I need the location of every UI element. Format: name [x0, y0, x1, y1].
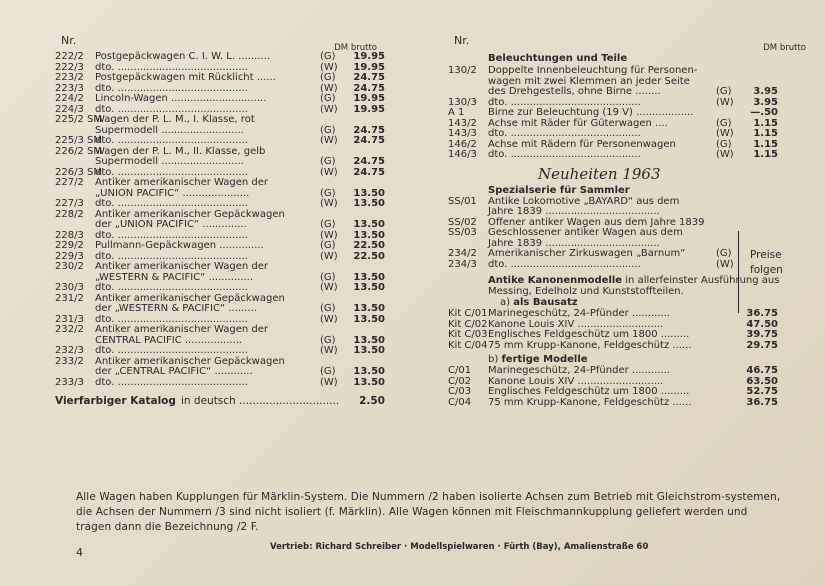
- item-number: 227/2: [55, 177, 84, 188]
- item-description: 75 mm Krupp-Kanone, Feldgeschütz ......: [488, 396, 692, 408]
- price-row: [55, 136, 391, 147]
- katalog-title: Vierfarbiger Katalog: [55, 395, 176, 407]
- item-price: 63.50: [746, 375, 778, 387]
- item-description: Geschlossener antiker Wagen aus dem: [488, 227, 683, 238]
- dm-brutto-header: DM brutto: [763, 43, 806, 53]
- kit-row: [448, 330, 806, 341]
- item-number: 224/3: [55, 103, 84, 115]
- page-number: 4: [76, 546, 83, 559]
- item-price: 24.75: [353, 72, 385, 83]
- item-price: 13.50: [353, 229, 385, 241]
- price-row: [55, 199, 391, 210]
- item-description: Offener antiker Wagen aus dem Jahre 1839: [488, 216, 705, 228]
- preise-bracket: [738, 231, 743, 313]
- item-number: A 1: [448, 107, 465, 118]
- item-description: dto. .........................................: [488, 96, 641, 108]
- item-description: der „UNION PACIFIC“ ..............: [95, 219, 247, 230]
- item-description: Marinegeschütz, 24-Pfünder ............: [488, 365, 671, 376]
- item-number: 222/3: [55, 61, 84, 73]
- item-number: 223/2: [55, 72, 84, 83]
- item-description: Wagen der P. L. M., I. Klasse, rot: [95, 114, 255, 125]
- item-description: Supermodell ..........................: [95, 124, 244, 136]
- model-row: [448, 398, 806, 409]
- item-type-tag: (G): [716, 86, 732, 97]
- item-price: 36.75: [746, 396, 778, 408]
- item-description: Antike Lokomotive „BAYARD“ aus dem: [488, 195, 680, 207]
- item-price: 39.75: [746, 329, 778, 340]
- section-title-text: Beleuchtungen und Teile: [488, 53, 628, 64]
- novelty-row: [448, 207, 806, 218]
- price-row: [55, 157, 391, 168]
- item-price: 24.75: [353, 135, 385, 146]
- item-number: C/03: [448, 386, 472, 397]
- item-type-tag: (G): [320, 187, 336, 199]
- item-description: dto. .........................................: [488, 149, 641, 160]
- item-number: 130/3: [448, 96, 477, 108]
- price-row: [55, 367, 391, 378]
- item-type-tag: (G): [320, 334, 336, 346]
- item-description: „UNION PACIFIC“ .....................: [95, 187, 250, 199]
- item-number: 143/2: [448, 117, 477, 129]
- item-number: 231/3: [55, 313, 84, 325]
- item-type-tag: (W): [320, 82, 338, 94]
- item-description: Kanone Louis XIV ...........................: [488, 318, 664, 330]
- item-type-tag: (W): [320, 282, 338, 293]
- price-row: [55, 325, 391, 336]
- item-number: 225/2 SM: [55, 114, 102, 125]
- left-header: [55, 34, 391, 52]
- price-row: [55, 115, 391, 126]
- item-type-tag: (G): [320, 366, 336, 377]
- item-number: 146/2: [448, 138, 477, 150]
- item-description: Antiker amerikanischer Wagen der: [95, 261, 269, 272]
- dm-brutto-header: DM brutto: [334, 43, 377, 53]
- price-row: [448, 108, 806, 119]
- kanonen-intro-rest: in allerfeinster Ausführung aus: [625, 275, 780, 286]
- kit-row: [448, 341, 806, 352]
- item-number: 227/3: [55, 198, 84, 209]
- item-price: 13.50: [353, 187, 385, 199]
- item-price: 24.75: [353, 124, 385, 136]
- item-number: 234/2: [448, 248, 477, 259]
- item-price: 52.75: [746, 386, 778, 397]
- item-type-tag: (G): [320, 303, 336, 314]
- item-description: Doppelte Innenbeleuchtung für Personen-: [488, 65, 698, 76]
- item-price: 29.75: [746, 339, 778, 351]
- item-number: 233/2: [55, 355, 84, 367]
- kanonen-intro-line2: [448, 287, 806, 298]
- bausatz-title: als Bausatz: [513, 297, 578, 308]
- item-number: 228/2: [55, 208, 84, 220]
- item-price: 19.95: [353, 103, 385, 115]
- item-description: Wagen der P. L. M., II. Klasse, gelb: [95, 145, 266, 157]
- item-price: 19.95: [353, 93, 385, 104]
- price-row: [55, 178, 391, 189]
- item-description: „WESTERN & PACIFIC“ ..............: [95, 271, 254, 283]
- fertig-list: [448, 366, 806, 408]
- item-number: 233/3: [55, 376, 84, 388]
- price-row: [55, 52, 391, 63]
- item-price: 13.50: [353, 334, 385, 346]
- item-description: dto. .........................................: [95, 313, 248, 325]
- item-type-tag: (W): [320, 166, 338, 178]
- right-header: [448, 34, 806, 52]
- item-number: Kit C/03: [448, 329, 488, 340]
- item-description: Marinegeschütz, 24-Pfünder ............: [488, 308, 671, 319]
- item-number: 226/3 SM: [55, 166, 102, 178]
- item-type-tag: (W): [320, 376, 338, 388]
- item-price: 13.50: [353, 219, 385, 230]
- item-description: dto. .........................................: [95, 250, 248, 262]
- preise-line2: folgen: [750, 264, 783, 276]
- item-number: SS/03: [448, 227, 477, 238]
- item-number: 229/3: [55, 250, 84, 262]
- price-row: [55, 241, 391, 252]
- preise-folgen-note: [750, 248, 783, 278]
- kanonen-title: Antike Kanonenmodelle: [488, 275, 623, 286]
- item-number: C/01: [448, 365, 472, 376]
- item-description: Lincoln-Wagen ..............................: [95, 93, 267, 104]
- item-type-tag: (W): [320, 229, 338, 241]
- price-row: [448, 87, 806, 98]
- item-price: 1.15: [753, 138, 778, 150]
- item-price: 13.50: [353, 282, 385, 293]
- item-description: dto. .........................................: [95, 103, 248, 115]
- item-type-tag: (W): [716, 149, 734, 160]
- item-number: 226/2 SM: [55, 145, 102, 157]
- item-price: 13.50: [353, 303, 385, 314]
- item-description: Englisches Feldgeschütz um 1800 .........: [488, 329, 690, 340]
- price-row: [55, 283, 391, 294]
- item-price: 19.95: [353, 51, 385, 62]
- item-type-tag: (G): [716, 138, 732, 150]
- item-type-tag: (G): [320, 124, 336, 136]
- item-description: Kanone Louis XIV ...........................: [488, 375, 664, 387]
- item-price: 24.75: [353, 82, 385, 94]
- item-description: Postgepäckwagen C. I. W. L. ..........: [95, 51, 270, 62]
- item-number: SS/01: [448, 195, 477, 207]
- item-number: 230/3: [55, 282, 84, 293]
- item-number: 225/3 SM: [55, 135, 102, 146]
- item-number: 222/2: [55, 51, 84, 62]
- item-price: 46.75: [746, 365, 778, 376]
- item-description: der „WESTERN & PACIFIC“ .........: [95, 303, 257, 314]
- item-description: Jahre 1839 ....................................: [488, 206, 660, 217]
- item-number: 146/3: [448, 149, 477, 160]
- nr-header: Nr.: [61, 34, 77, 47]
- item-price: 1.15: [753, 128, 778, 139]
- item-description: dto. .........................................: [95, 229, 248, 241]
- preise-line1: Preise: [750, 249, 782, 261]
- item-description: wagen mit zwei Klemmen an jeder Seite: [488, 75, 690, 87]
- kit-row: [448, 309, 806, 320]
- katalog-price: 2.50: [359, 395, 385, 407]
- model-row: [448, 387, 806, 398]
- item-price: 13.50: [353, 313, 385, 325]
- item-number: 232/2: [55, 324, 84, 335]
- item-number: 229/2: [55, 240, 84, 251]
- item-price: 47.50: [746, 318, 778, 330]
- item-description: Antiker amerikanischer Wagen der: [95, 177, 269, 188]
- bausatz-label: a): [500, 297, 511, 308]
- beleuchtungen-list: [448, 66, 806, 161]
- item-description: Englisches Feldgeschütz um 1800 .........: [488, 386, 690, 397]
- item-number: Kit C/04: [448, 339, 488, 351]
- item-price: 22.50: [353, 240, 385, 251]
- item-number: 231/2: [55, 292, 84, 304]
- left-column: [55, 34, 391, 408]
- item-description: Antiker amerikanischer Gepäckwagen: [95, 292, 285, 304]
- item-type-tag: (W): [320, 250, 338, 262]
- item-price: 1.15: [753, 117, 778, 129]
- item-description: Achse mit Räder für Güterwagen ....: [488, 117, 668, 129]
- item-type-tag: (W): [320, 313, 338, 325]
- item-price: 13.50: [353, 376, 385, 388]
- item-price: 19.95: [353, 61, 385, 73]
- item-price: —.50: [750, 107, 778, 118]
- katalog-desc: in deutsch ..............................: [181, 395, 340, 407]
- item-type-tag: (W): [716, 96, 734, 108]
- footer-note: Alle Wagen haben Kupplungen für Märklin-System. Die Nummern /2 haben isolierte Achsen zum Betrieb mit Gleichstrom-systemen, die Achsen der Nummern /3 sind nicht isoliert (f. Märklin). Alle Wagen können mit Fleischmannkupplung geliefert werden und tragen dann die Bezeichnung /2 F.: [76, 491, 781, 533]
- price-row: [55, 262, 391, 273]
- item-number: C/02: [448, 375, 472, 387]
- price-row: [55, 304, 391, 315]
- item-description: dto. .........................................: [95, 166, 248, 178]
- price-row: [448, 66, 806, 77]
- price-row: [448, 129, 806, 140]
- item-price: 3.95: [753, 86, 778, 97]
- item-number: C/04: [448, 396, 472, 408]
- item-description: Postgepäckwagen mit Rücklicht ......: [95, 72, 276, 83]
- item-type-tag: (W): [320, 61, 338, 73]
- item-number: 130/2: [448, 65, 477, 76]
- novelty-row: [448, 228, 806, 239]
- item-number: 232/3: [55, 345, 84, 356]
- item-number: 224/2: [55, 93, 84, 104]
- item-number: 228/3: [55, 229, 84, 241]
- item-price: 13.50: [353, 198, 385, 209]
- price-row: [55, 220, 391, 231]
- price-row: [448, 150, 806, 161]
- item-type-tag: (G): [716, 117, 732, 129]
- item-type-tag: (G): [320, 156, 336, 167]
- item-type-tag: (G): [320, 240, 336, 251]
- item-description: 75 mm Krupp-Kanone, Feldgeschütz ......: [488, 339, 692, 351]
- item-description: Pullmann-Gepäckwagen ..............: [95, 240, 264, 251]
- item-description: dto. .........................................: [95, 198, 248, 209]
- item-number: 234/3: [448, 258, 477, 270]
- item-price: 13.50: [353, 366, 385, 377]
- left-price-list: [55, 52, 391, 388]
- item-description: CENTRAL PACIFIC ..................: [95, 334, 243, 346]
- item-description: Supermodell ..........................: [95, 156, 244, 167]
- item-description: dto. .........................................: [95, 61, 248, 73]
- item-price: 3.95: [753, 96, 778, 108]
- item-price: 22.50: [353, 250, 385, 262]
- price-row: [55, 94, 391, 105]
- item-type-tag: (G): [320, 93, 336, 104]
- item-number: 230/2: [55, 261, 84, 272]
- item-description: dto. .........................................: [488, 128, 641, 139]
- item-price: 13.50: [353, 345, 385, 356]
- item-type-tag: (W): [716, 258, 734, 270]
- item-number: Kit C/01: [448, 308, 488, 319]
- item-type-tag: (W): [320, 103, 338, 115]
- item-description: Birne zur Beleuchtung (19 V) ..................: [488, 107, 694, 118]
- item-description: dto. .........................................: [95, 376, 248, 388]
- item-description: Antiker amerikanischer Gepäckwagen: [95, 208, 285, 220]
- katalog-line: [55, 394, 391, 408]
- item-type-tag: (G): [320, 271, 336, 283]
- price-row: [55, 346, 391, 357]
- item-description: dto. .........................................: [95, 135, 248, 146]
- item-number: 143/3: [448, 128, 477, 139]
- item-price: 36.75: [746, 308, 778, 319]
- price-row: [55, 73, 391, 84]
- fertig-title: fertige Modelle: [501, 354, 588, 365]
- kanonen-intro-line2-text: Messing, Edelholz und Kunststoffteilen.: [488, 285, 684, 297]
- item-description: Antiker amerikanischer Gepäckwagen: [95, 355, 285, 367]
- item-description: des Drehgestells, ohne Birne ........: [488, 86, 661, 97]
- item-description: dto. .........................................: [95, 82, 248, 94]
- item-price: 1.15: [753, 149, 778, 160]
- item-type-tag: (W): [320, 135, 338, 146]
- item-description: Achse mit Rädern für Personenwagen: [488, 138, 676, 150]
- item-type-tag: (W): [716, 128, 734, 139]
- bausatz-list: [448, 309, 806, 351]
- vertrieb-line: Vertrieb: Richard Schreiber · Modellspielwaren · Fürth (Bay), Amalienstraße 60: [270, 542, 649, 552]
- item-number: Kit C/02: [448, 318, 488, 330]
- item-description: dto. .........................................: [95, 282, 248, 293]
- item-type-tag: (G): [320, 51, 336, 62]
- item-price: 13.50: [353, 271, 385, 283]
- price-row: [55, 378, 391, 389]
- item-description: Antiker amerikanischer Wagen der: [95, 324, 269, 335]
- item-number: SS/02: [448, 216, 477, 228]
- item-price: 24.75: [353, 156, 385, 167]
- item-type-tag: (G): [320, 219, 336, 230]
- neuheiten-heading: Neuheiten 1963: [538, 164, 661, 183]
- item-description: Jahre 1839 ....................................: [488, 237, 660, 249]
- item-description: der „CENTRAL PACIFIC“ ............: [95, 366, 253, 377]
- nr-header: Nr.: [454, 34, 470, 47]
- item-price: 24.75: [353, 166, 385, 178]
- item-description: dto. .........................................: [95, 345, 248, 356]
- spezialserie-title: [448, 184, 806, 197]
- fertig-label: b): [488, 354, 499, 365]
- model-row: [448, 366, 806, 377]
- item-type-tag: (G): [320, 72, 336, 83]
- item-description: Amerikanischer Zirkuswagen „Barnum“: [488, 248, 686, 259]
- item-description: dto. .........................................: [488, 258, 641, 270]
- spezialserie-title-text: Spezialserie für Sammler: [488, 184, 630, 196]
- item-type-tag: (W): [320, 198, 338, 209]
- item-type-tag: (W): [320, 345, 338, 356]
- right-column: [448, 34, 806, 408]
- item-type-tag: (G): [716, 248, 732, 259]
- item-number: 223/3: [55, 82, 84, 94]
- section-beleuchtungen-title: [448, 52, 806, 66]
